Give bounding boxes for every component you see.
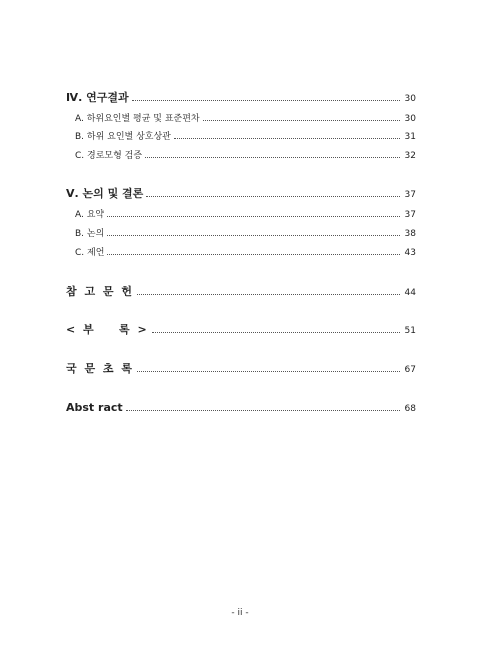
toc-entry-page: 51 [404,326,416,336]
toc-section-4a [75,111,416,124]
page-number: - ii - [231,608,249,618]
toc-chapter-4 [66,89,416,105]
toc-entry-page: 38 [404,229,416,239]
dot-leader [137,371,400,372]
toc-entry-title: < 부 록 > [66,323,149,336]
toc-korean-abstract [66,360,416,376]
toc-entry-title: B. 논의 [75,229,105,239]
dot-leader [152,332,400,333]
toc-references [66,283,416,299]
toc-entry-page: 32 [404,151,416,161]
dot-leader [107,254,400,255]
toc-section-5c [75,245,416,258]
toc-entry-page: 30 [404,94,416,104]
toc-entry-title: A. 하위요인별 평균 및 표준편차 [75,114,200,124]
dot-leader [107,216,400,217]
dot-leader [146,196,400,197]
toc-section-5b [75,226,416,239]
toc-entry-page: 37 [404,210,416,220]
dot-leader [174,138,400,139]
toc-entry-title: Abst ract [66,401,123,414]
toc-chapter-5 [66,185,416,201]
toc-entry-title: 국 문 초 록 [66,362,134,375]
toc-abstract [66,401,416,414]
dot-leader [126,410,400,411]
toc-entry-title: Ⅴ. 논의 및 결론 [66,187,144,200]
toc-entry-title: A. 요약 [75,210,105,220]
dot-leader [137,294,400,295]
toc-entry-page: 30 [404,114,416,124]
toc-entry-title: Ⅳ. 연구결과 [66,91,129,104]
toc-entry-page: 68 [404,404,416,414]
toc-entry-title: C. 제언 [75,248,105,258]
toc-appendix [66,321,416,337]
toc-entry-title: 참 고 문 헌 [66,285,134,298]
toc-entry-page: 44 [404,288,416,298]
dot-leader [203,120,400,121]
toc-entry-title: B. 하위 요인별 상호상관 [75,132,171,142]
toc-entry-page: 43 [404,248,416,258]
toc-section-4c [75,148,416,161]
toc-entry-title: C. 경로모형 검증 [75,151,143,161]
dot-leader [145,157,400,158]
toc-section-4b [75,129,416,142]
toc-entry-page: 67 [404,365,416,375]
toc-section-5a [75,207,416,220]
dot-leader [107,235,400,236]
toc-entry-page: 31 [404,132,416,142]
dot-leader [132,100,400,101]
toc-entry-page: 37 [404,190,416,200]
